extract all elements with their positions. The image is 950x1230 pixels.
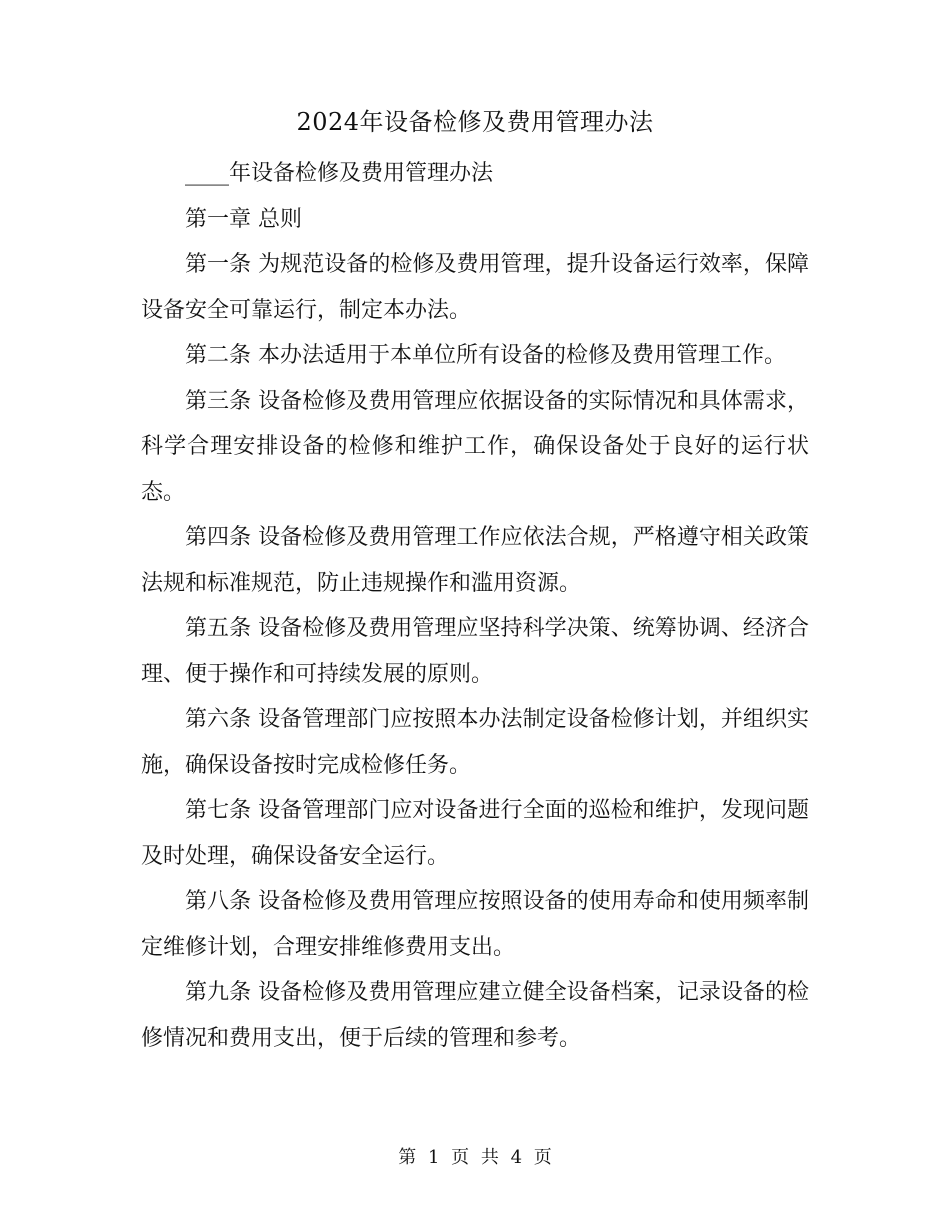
article-3: 第三条 设备检修及费用管理应依据设备的实际情况和具体需求，科学合理安排设备的检修和维护工作，确保设备处于良好的运行状态。 <box>141 388 809 505</box>
document-title: 2024年设备检修及费用管理办法 <box>296 108 654 136</box>
chapter-heading: 第一章 总则 <box>185 206 302 232</box>
article-5: 第五条 设备检修及费用管理应坚持科学决策、统筹协调、经济合理、便于操作和可持续发展的原则。 <box>141 616 809 687</box>
page-footer: 第 1 页 共 4 页 <box>398 1147 552 1168</box>
article-9: 第九条 设备检修及费用管理应建立健全设备档案，记录设备的检修情况和费用支出，便于后续的管理和参考。 <box>141 980 809 1051</box>
article-7: 第七条 设备管理部门应对设备进行全面的巡检和维护，发现问题及时处理，确保设备安全运行。 <box>141 798 809 869</box>
paragraph: ____年设备检修及费用管理办法 <box>185 161 494 186</box>
article-2: 第二条 本办法适用于本单位所有设备的检修及费用管理工作。 <box>185 343 786 368</box>
article-6: 第六条 设备管理部门应按照本办法制定设备检修计划，并组织实施，确保设备按时完成检修任务。 <box>141 707 809 778</box>
article-4: 第四条 设备检修及费用管理工作应依法合规，严格遵守相关政策法规和标准规范，防止违规操作和滥用资源。 <box>141 525 809 596</box>
article-8: 第八条 设备检修及费用管理应按照设备的使用寿命和使用频率制定维修计划，合理安排维修费用支出。 <box>141 889 809 960</box>
article-1: 第一条 为规范设备的检修及费用管理，提升设备运行效率，保障设备安全可靠运行，制定本办法。 <box>141 252 809 323</box>
document-body <box>141 151 809 1061</box>
